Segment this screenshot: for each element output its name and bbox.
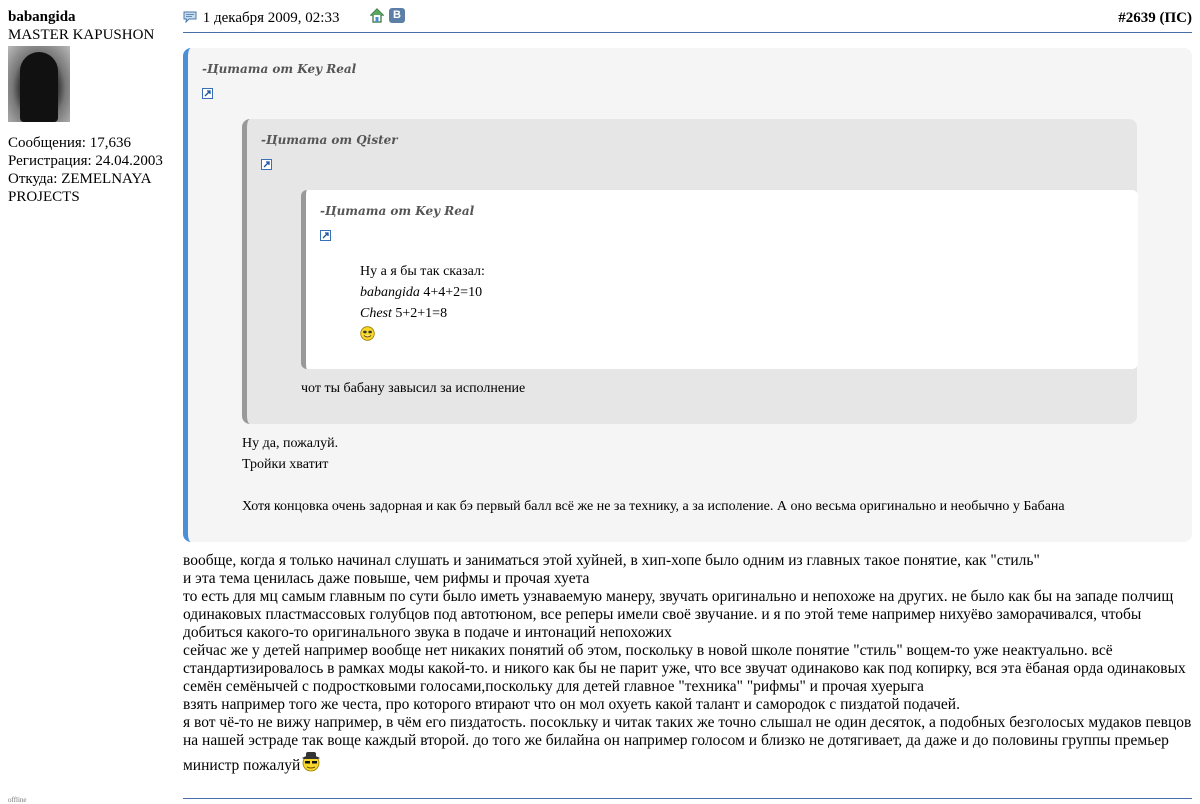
- quote-inner-line: Ну а я бы так сказал:: [360, 264, 485, 279]
- user-posts-count: Сообщения: 17,636: [8, 135, 131, 151]
- quote-middle-header: -Цитата от Qister: [261, 133, 398, 147]
- post-date-wrap: [183, 10, 339, 27]
- post-paragraph: я вот чё-то не вижу например, в чём его пиздатость. посокльку и читак таких же точно слышал не один десяток, а подобных безголосых мудаков певцов на нашей эстраде так воще каждый второй. до того же билайна он например голосом и близко не дотягивает, да даже и до половины группы премьер министр пожалуй: [183, 714, 1192, 774]
- quote-middle-body: чот ты бабану завысил за исполнение: [301, 381, 526, 396]
- spy-smiley-icon: [300, 750, 322, 772]
- quote-inner-name: Chest: [360, 306, 392, 321]
- post-date: 1 декабря 2009, 02:33: [202, 10, 340, 26]
- post-paragraph: взять например того же честа, про которого втирают что он мол охуеть какой талант и самородок с пиздатой подачей.: [183, 696, 960, 713]
- avatar: [8, 46, 70, 122]
- post-paragraph: то есть для мц самым главным по сути было иметь узнаваемую манеру, звучать оригинально и непохоже на других. не было как бы на западе полчищ одинаковых пластмассовых голубцов под автотюном, все реперы имели своё звучание. и я по этой теме например нихуёво заморачивался, чтобы добиться какого-то оригинального звука в подаче и интонаций непохожих: [183, 588, 1174, 641]
- quote-outer-body: [242, 433, 1065, 517]
- online-status: offline: [8, 796, 27, 804]
- quote-outer-header: -Цитата от Key Real: [202, 62, 357, 76]
- quote-link-icon[interactable]: [261, 159, 272, 170]
- user-location: Откуда: ZEMELNAYA PROJECTS: [8, 171, 151, 205]
- quote-inner-line: Chest 5+2+1=8: [360, 306, 448, 321]
- post-header: [183, 8, 1192, 33]
- quote-link-icon[interactable]: [202, 88, 213, 99]
- comment-icon: [183, 11, 197, 23]
- post-paragraph: сейчас же у детей например вообще нет никаких понятий об этом, поскольку в новой школе понятие "стиль" вощем-то уже неактуально. всё стандартизировалось в рамках моды какой-то. и никого как бы не парит уже, что все звучат одинаково как под копирку, вся эта ёбаная орда одинаковых семён семёнычей с подростковыми голосами,поскольку для детей главное "техника" "рифмы" и прочая хуерыга: [183, 642, 1186, 695]
- quote-inner: [301, 190, 1138, 369]
- signature-divider: [183, 798, 1192, 799]
- user-rank: MASTER KAPUSHON: [8, 27, 155, 43]
- quote-middle: [242, 119, 1137, 424]
- quote-link-icon[interactable]: [320, 230, 331, 241]
- user-registration: Регистрация: 24.04.2003: [8, 153, 163, 169]
- post-number: [1118, 10, 1192, 27]
- post-body: [183, 552, 1195, 775]
- quote-inner-body: [360, 261, 485, 345]
- quote-outer-line: Ну да, пожалуй.: [242, 436, 339, 451]
- user-panel: [8, 8, 178, 206]
- home-icon[interactable]: [370, 8, 384, 23]
- post-permalink[interactable]: #2639: [1118, 10, 1156, 26]
- quote-inner-header: -Цитата от Key Real: [320, 204, 475, 218]
- quote-outer-line: Хотя концовка очень задорная и как бэ первый балл всё же не за технику, а за исполение. А оно весьма оригинально и необычно у Бабана: [242, 499, 1065, 514]
- post-paragraph: вообще, когда я только начинал слушать и заниматься этой хуйней, в хип-хопе было одним из главных такое понятие, как "стиль": [183, 552, 1040, 569]
- quote-inner-name: babangida: [360, 285, 420, 300]
- quote-outer-line: Тройки хватит: [242, 457, 329, 472]
- vk-icon[interactable]: B: [389, 8, 405, 23]
- quote-outer: [183, 48, 1192, 542]
- username[interactable]: babangida: [8, 9, 76, 25]
- post-paragraph: и эта тема ценилась даже повыше, чем рифмы и прочая хуета: [183, 570, 590, 587]
- post-tag: (ПС): [1159, 10, 1192, 26]
- smiley-icon: [360, 326, 375, 341]
- quote-inner-line: babangida 4+4+2=10: [360, 285, 483, 300]
